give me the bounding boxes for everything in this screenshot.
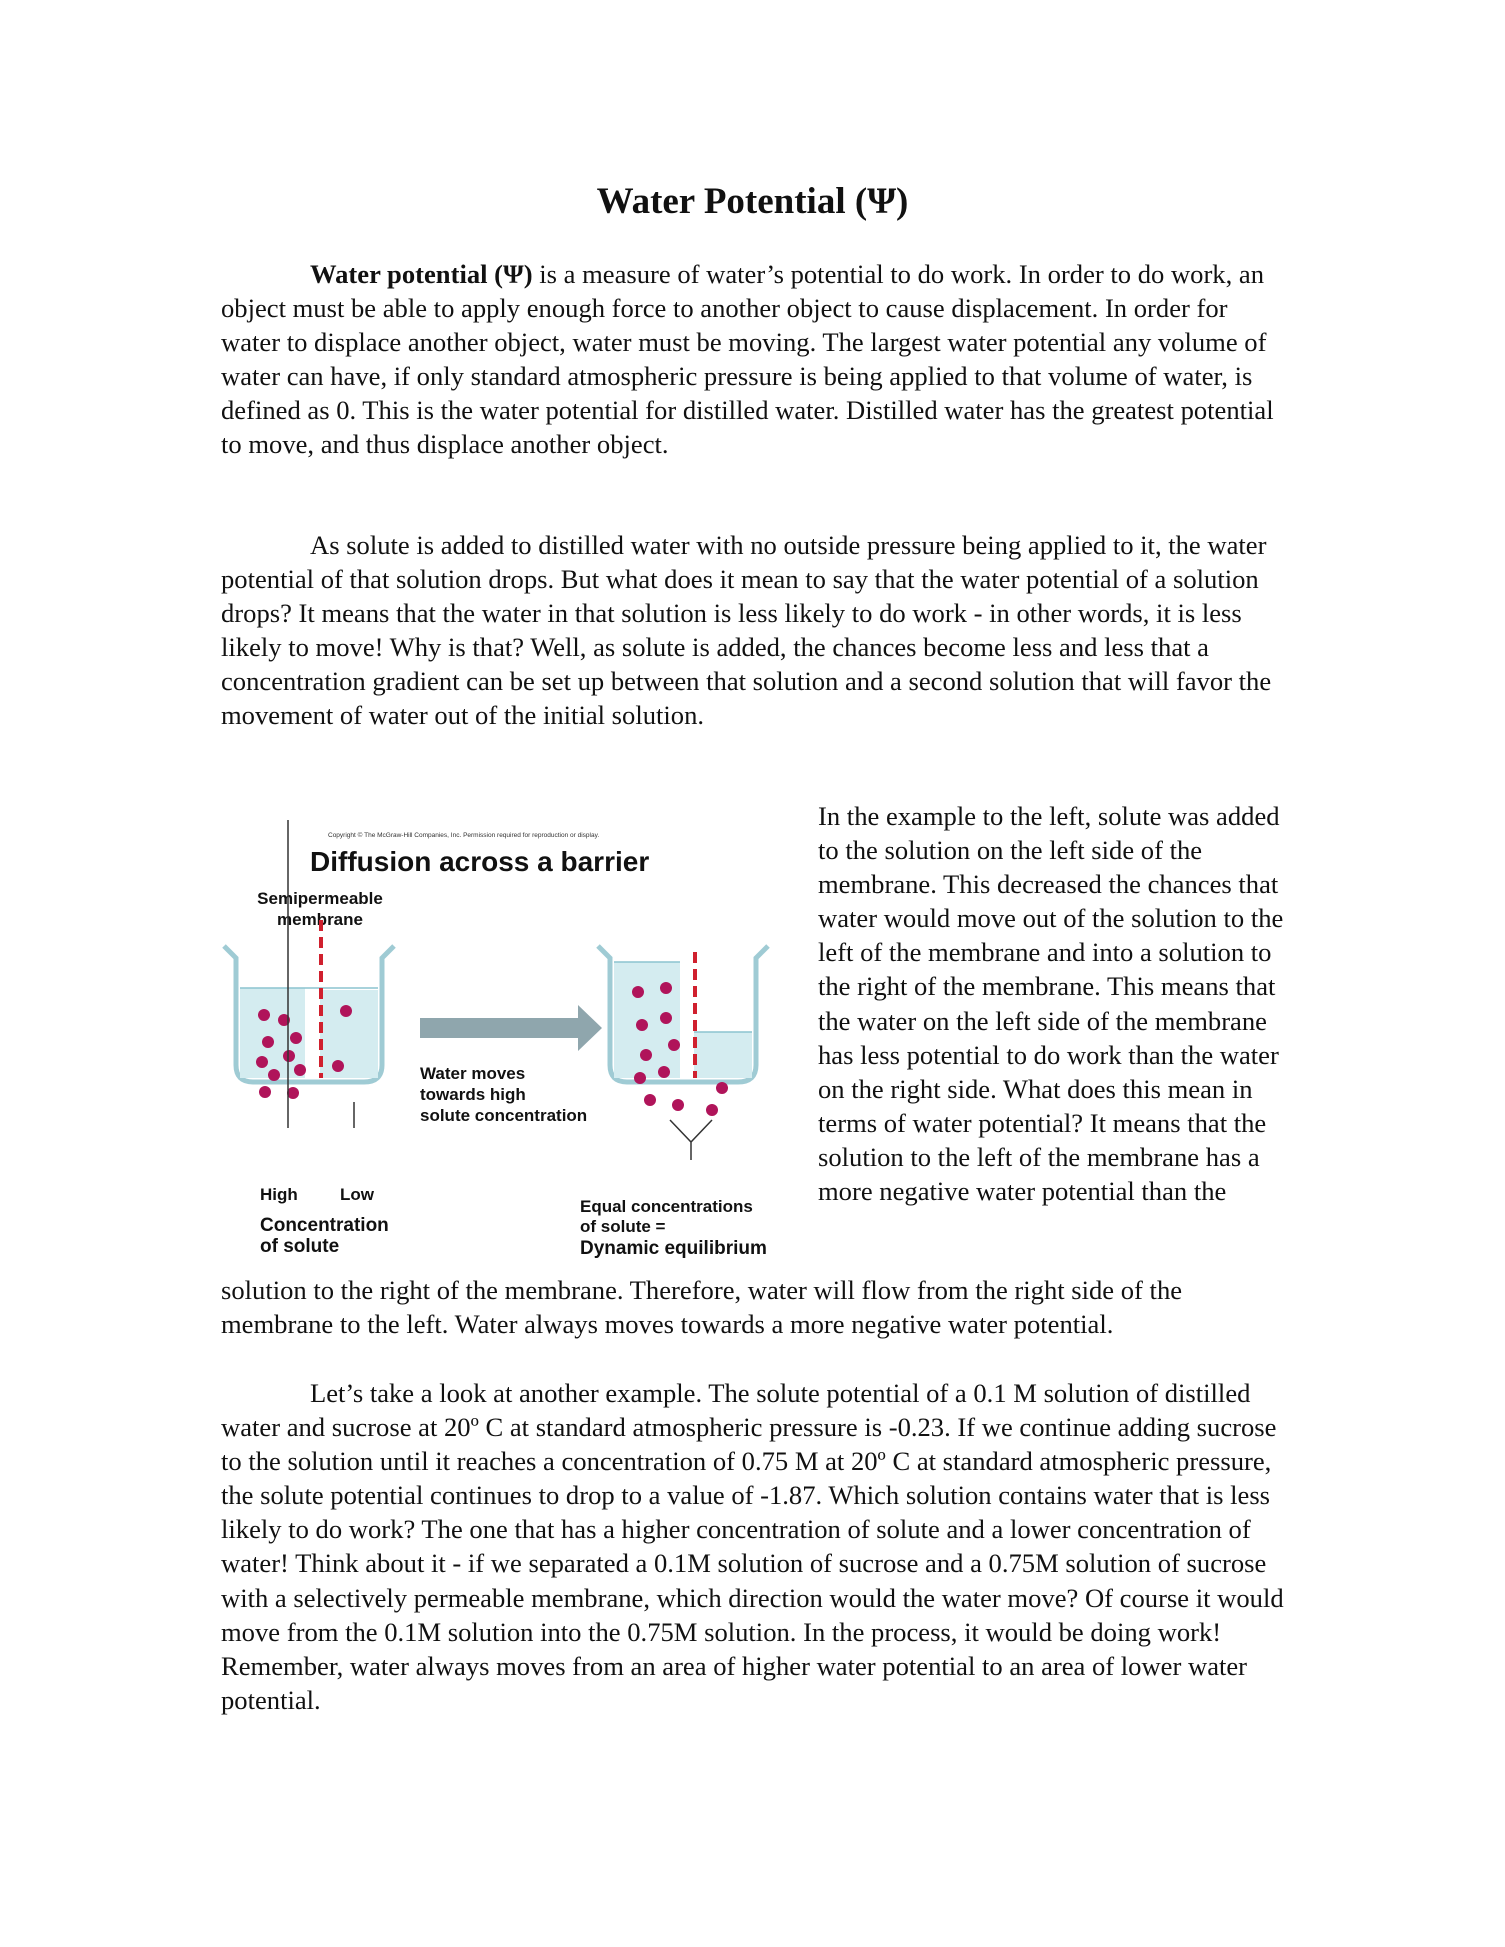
equilibrium-label-line3: Dynamic equilibrium (580, 1238, 767, 1259)
concentration-label-line2: of solute (260, 1236, 340, 1257)
solute-particle (268, 1069, 280, 1081)
solute-particle (660, 1012, 672, 1024)
diffusion-diagram (218, 820, 800, 1276)
membrane-label-line2: membrane (277, 910, 363, 929)
arrow-label-line3: solute concentration (420, 1106, 588, 1125)
solute-particle (283, 1050, 295, 1062)
solute-particle (256, 1056, 268, 1068)
solute-particle (658, 1066, 670, 1078)
solute-particle (640, 1049, 652, 1061)
solute-particle (259, 1086, 271, 1098)
paragraph-solute-added: As solute is added to distilled water with no outside pressure being applied to it, the water potential of that solution drops. But what does it mean to say that the water potential of a solution drops? It means that the water in that solution is less likely to do work - in other words, it is less likely to move! Why is that? Well, as solute is added, the chances become less and less that a concentration gradient can be set up between that solution and a second solution that will favor the movement of water out of the initial solution. (221, 530, 1272, 731)
solute-particle (340, 1005, 352, 1017)
solute-particle (660, 982, 672, 994)
solute-particle (668, 1039, 680, 1051)
solute-particle (294, 1064, 306, 1076)
solute-particle (706, 1104, 718, 1116)
solute-particle (258, 1009, 270, 1021)
solute-particle (632, 986, 644, 998)
paragraph-example-continued: solution to the right of the membrane. Therefore, water will flow from the right side of the membrane to the left. Water always moves towards a more negative water potential. (221, 1275, 1183, 1340)
page-title: Water Potential (Ψ) (596, 181, 909, 222)
arrow-right-icon (420, 1005, 602, 1051)
paragraph-text: is a measure of water’s potential to do work. In order to do work, an object must be able to apply enough force to another object to cause displacement. In order for water to displace another object, water must be moving. The largest water potential any volume of water can have, if only standard atmospheric pressure is being applied to that volume of water, is defined as 0. This is the water potential for distilled water. Distilled water has the greatest potential to move, and thus displace another object. (221, 259, 1274, 460)
low-label: Low (340, 1185, 374, 1204)
arrow-label-line2: towards high (420, 1085, 526, 1104)
figure-copyright: Copyright © The McGraw-Hill Companies, Inc. Permission required for reproduction or display. (328, 832, 600, 839)
solute-particle (287, 1087, 299, 1099)
right-beaker (598, 946, 768, 1160)
paragraph-sucrose-example: Let’s take a look at another example. The solute potential of a 0.1 M solution of distilled water and sucrose at 20º C at standard atmospheric pressure is -0.23. If we continue adding sucrose to the solution until it reaches a concentration of 0.75 M at 20º C at standard atmospheric pressure, the solute potential continues to drop to a value of -1.87. Which solution contains water that is less likely to do work? The one that has a higher concentration of solute and a lower concentration of water! Think about it - if we separated a 0.1M solution of sucrose and a 0.75M solution of sucrose with a selectively permeable membrane, which direction would the water move? Of course it would move from the 0.1M solution into the 0.75M solution. In the process, it would be doing work! Remember, water always moves from an area of higher water potential to an area of lower water potential. (221, 1378, 1284, 1715)
high-label: High (260, 1185, 298, 1204)
equilibrium-label-line2: of solute = (580, 1217, 666, 1236)
equilibrium-pointer (670, 1120, 712, 1160)
solute-particle (290, 1032, 302, 1044)
paragraph-example-side: In the example to the left, solute was added to the solution on the left side of the membrane. This decreased the chances that water would move out of the solution to the left of the membrane and into a solution to the right of the membrane. This means that the water on the left side of the membrane has less potential to do work than the water on the right side. What does this mean in terms of water potential? It means that the solution to the left of the membrane has a more negative water potential than the (818, 801, 1284, 1207)
left-beaker-water-right (320, 990, 378, 1078)
solute-particle (634, 1072, 646, 1084)
concentration-label-line1: Concentration (260, 1215, 389, 1236)
right-beaker-water-right (694, 1032, 752, 1078)
paragraph-water-potential-definition (221, 257, 1287, 462)
arrow-label-line1: Water moves (420, 1064, 526, 1083)
diffusion-figure (218, 820, 800, 1276)
figure-heading: Diffusion across a barrier (310, 846, 650, 877)
equilibrium-label-line1: Equal concentrations (580, 1197, 753, 1216)
solute-particle (332, 1060, 344, 1072)
solute-particle (644, 1094, 656, 1106)
solute-particle (672, 1099, 684, 1111)
solute-particle (262, 1036, 274, 1048)
solute-particle (716, 1082, 728, 1094)
solute-particle (636, 1019, 648, 1031)
membrane-label-line1: Semipermeable (257, 889, 383, 908)
bold-term: Water potential (Ψ) (310, 259, 533, 289)
